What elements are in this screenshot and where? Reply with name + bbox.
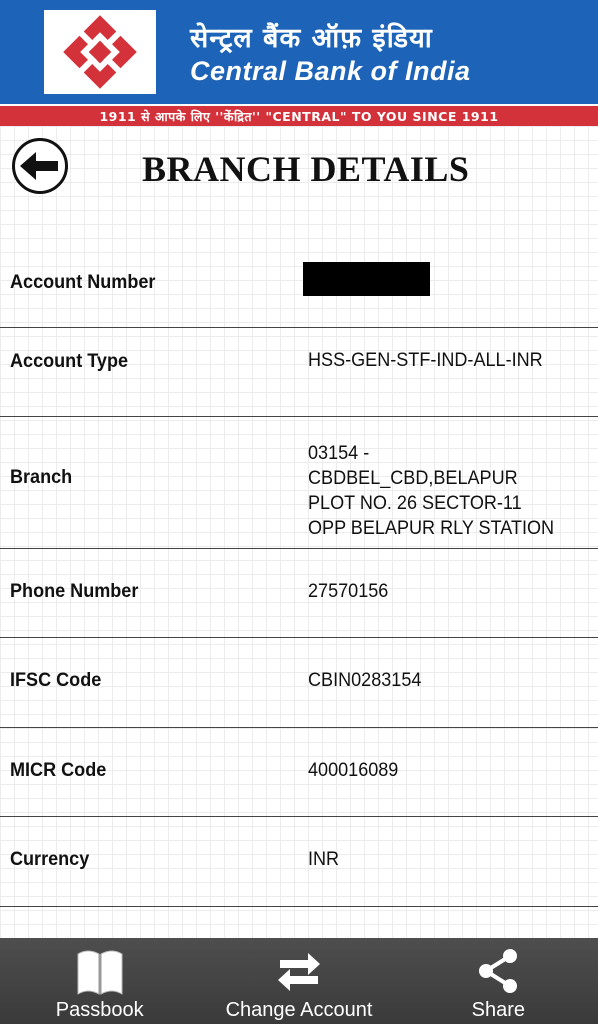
detail-row-account-number [0,238,598,328]
back-button[interactable] [12,138,68,194]
tab-share[interactable] [399,938,598,1024]
detail-value: HSS-GEN-STF-IND-ALL-INR [308,350,543,371]
detail-label: Phone Number [10,581,139,602]
detail-label: Account Type [10,351,129,372]
detail-value: CBIN0283154 [308,670,422,691]
detail-value: 27570156 [308,581,389,602]
bank-name-hindi: सेन्ट्रल बैंक ऑफ़ इंडिया [190,23,433,54]
back-arrow-icon [20,151,60,181]
bank-header [0,0,598,126]
detail-value: 03154 - CBDBEL_CBD,BELAPUR PLOT NO. 26 SECTOR-11 OPP BELAPUR RLY STATION [308,443,555,539]
detail-label: Account Number [10,272,156,293]
detail-label: Currency [10,849,90,870]
detail-row-currency [0,817,598,907]
tab-label: Share [471,999,525,1021]
bottom-tab-bar [0,938,598,1024]
detail-label: IFSC Code [10,670,102,691]
detail-row-phone-number [0,549,598,638]
swap-arrows-icon [274,946,324,992]
tab-change-account[interactable] [199,938,398,1024]
bank-name: Central Bank of India [190,56,471,86]
detail-label: Branch [10,467,73,488]
page-title: BRANCH DETAILS [142,149,470,189]
central-bank-logo-icon [44,10,156,94]
redacted-account-number [303,262,430,296]
tab-label: Change Account [225,999,373,1021]
bank-tagline: 1911 से आपके लिए ''केंद्रित'' "CENTRAL" TO YOU SINCE 1911 [0,104,598,126]
share-icon [476,946,520,996]
tab-passbook[interactable] [0,938,199,1024]
detail-row-ifsc-code [0,638,598,728]
details-list [0,238,598,907]
passbook-icon [74,946,126,996]
detail-label: MICR Code [10,760,107,781]
bank-logo [44,10,156,94]
branch-details-panel [0,126,598,938]
detail-row-branch [0,417,598,549]
detail-value: 400016089 [308,760,399,781]
detail-row-micr-code [0,728,598,817]
tab-label: Passbook [55,999,144,1021]
detail-value: INR [308,849,340,870]
detail-row-account-type [0,328,598,417]
